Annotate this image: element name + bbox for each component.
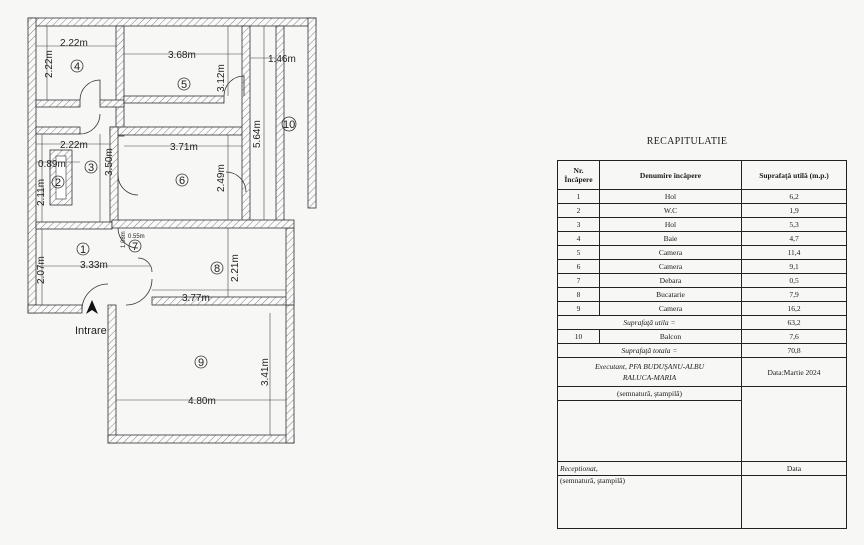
- received-signature-note: (semnatură, ştampilă): [558, 476, 742, 529]
- received-row: [558, 462, 847, 476]
- header-area: Suprafaţă utilă (m.p.): [742, 161, 847, 190]
- dim-3-68: 3.68m: [168, 50, 196, 61]
- header-nr: Nr. Încăpere: [558, 161, 600, 190]
- empty-date-cell: [742, 387, 847, 462]
- room-number-7: 7: [132, 241, 139, 253]
- dim-3-71: 3.71m: [170, 142, 198, 153]
- executant-row: [558, 358, 847, 387]
- dim-3-41: 3.41m: [260, 358, 271, 386]
- table-row: 5 Camera 11,4: [558, 246, 847, 260]
- room-number-5: 5: [181, 79, 188, 91]
- dim-3-77: 3.77m: [182, 293, 210, 304]
- table-header-row: [558, 161, 847, 190]
- executant-name: Executant, PFA BUDUŞANU-ALBU RALUCA-MARIA: [558, 358, 742, 387]
- useful-area-value: 63,2: [742, 316, 847, 330]
- dim-2-11: 2.11m: [36, 178, 47, 206]
- room-number-6: 6: [179, 175, 186, 187]
- room-markers: [52, 60, 296, 369]
- room-number-4: 4: [74, 61, 81, 73]
- received-label: Receptionat,: [558, 462, 742, 476]
- dim-3-33: 3.33m: [80, 260, 108, 271]
- dim-3-50: 3.50m: [104, 148, 115, 176]
- dim-1-08: 1.08m: [121, 231, 127, 248]
- room-number-9: 9: [198, 357, 205, 369]
- table-row: 8 Bucatarie 7,9: [558, 288, 847, 302]
- signature-row: [558, 387, 847, 401]
- room-number-3: 3: [88, 162, 95, 174]
- dim-2-49: 2.49m: [216, 164, 227, 192]
- outer-walls: [28, 18, 316, 443]
- signature-space: [558, 401, 742, 462]
- room-number-1: 1: [80, 244, 87, 256]
- recap-table: [557, 160, 847, 529]
- useful-area-label: Suprafaţă utila =: [558, 316, 742, 330]
- dim-0-89: 0.89m: [38, 159, 66, 170]
- total-area-value: 70,8: [742, 344, 847, 358]
- table-row: 4 Baie 4,7: [558, 232, 847, 246]
- total-area-label: Suprafaţă totala =: [558, 344, 742, 358]
- dim-1-46: 1.46m: [268, 54, 296, 65]
- header-name: Denumire încăpere: [600, 161, 742, 190]
- table-row: 7 Debara 0,5: [558, 274, 847, 288]
- executant-signature-note: (semnatură, ştampilă): [558, 387, 742, 401]
- dim-2-22-top: 2.22m: [60, 38, 88, 49]
- dim-2-22-mid: 2.22m: [60, 140, 88, 151]
- received-date-space: [742, 476, 847, 529]
- recap-title: RECAPITULATIE: [646, 136, 728, 147]
- dim-0-55: 0.55m: [128, 234, 145, 240]
- entrance-label: Intrare: [75, 325, 107, 337]
- table-row: 3 Hol 5,3: [558, 218, 847, 232]
- dim-4-80: 4.80m: [188, 396, 216, 407]
- received-signature-row: [558, 476, 847, 529]
- table-row: 9 Camera 16,2: [558, 302, 847, 316]
- entrance-arrow-icon: [86, 300, 98, 314]
- room-number-2: 2: [55, 177, 62, 189]
- received-date-label: Data: [742, 462, 847, 476]
- table-row: 1 Hol 6,2: [558, 190, 847, 204]
- room-number-8: 8: [214, 263, 221, 275]
- table-row: 6 Camera 9,1: [558, 260, 847, 274]
- dim-5-64: 5.64m: [252, 120, 263, 148]
- date-label: Data:Martie 2024: [742, 358, 847, 387]
- room-number-10: 10: [283, 119, 296, 131]
- balcony-row: 10 Balcon 7,6: [558, 330, 847, 344]
- dim-2-21: 2.21m: [230, 254, 241, 282]
- door-swings: [80, 76, 246, 310]
- dim-2-07: 2.07m: [36, 256, 47, 284]
- dim-2-22-side: 2.22m: [44, 50, 55, 78]
- useful-area-row: [558, 316, 847, 330]
- dim-3-12: 3.12m: [216, 64, 227, 92]
- table-row: 2 W.C 1,9: [558, 204, 847, 218]
- total-area-row: [558, 344, 847, 358]
